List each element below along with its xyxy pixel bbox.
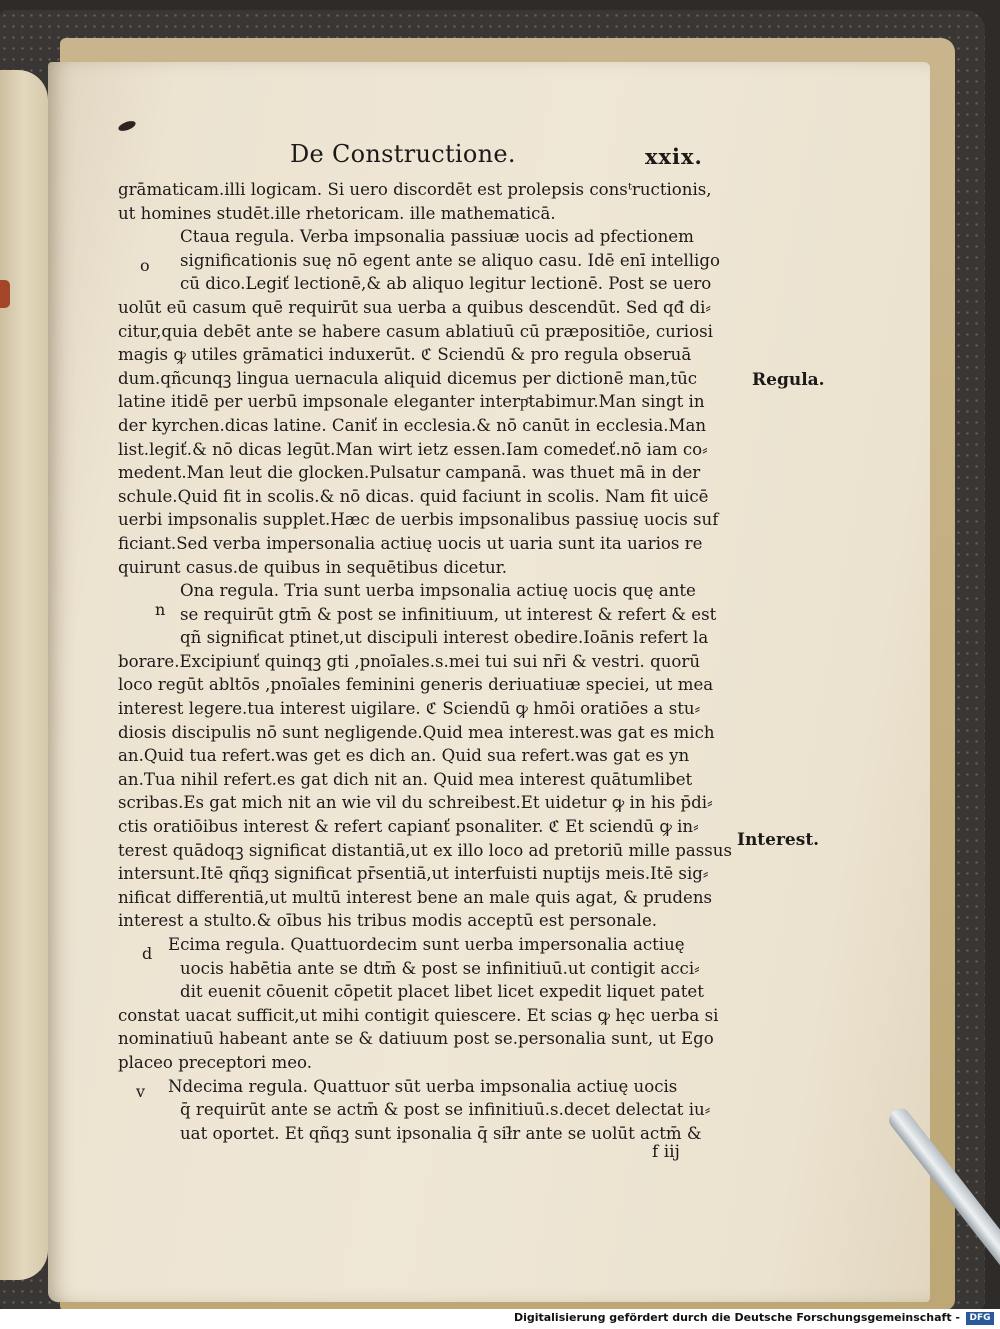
text-line: uolūt eū casum quē requirūt sua uerba a quibus descendūt. Sed qđ di⸗ <box>118 297 711 317</box>
text-line: dit euenit cōuenit cōpetit placet libet licet expedit liquet patet <box>180 982 704 1002</box>
text-line: uerbi impsonalis supplet.Hæc de uerbis impsonalibus passiuę uocis suf <box>118 510 719 530</box>
text-line: grāmaticam.illi logicam. Si uero discordēt est prolepsis consᵗructionis, <box>118 180 712 199</box>
text-line: placeo preceptori meo. <box>118 1052 313 1072</box>
text-line: se requirūt gtm̄ & post se infinitiuum, ut interest & refert & est <box>180 604 717 624</box>
text-line: significationis suę nō egent ante se aliquo casu. Idē enī intelligo <box>180 250 720 270</box>
text-line: nominatiuū habeant ante se & datiuum post se.personalia sunt, ut Ego <box>118 1029 714 1049</box>
text-line: constat uacat sufficit,ut mihi contigit quiescere. Et scias ꝙ hęc uerba si <box>118 1005 719 1025</box>
text-line: latine itidē per uerbū impsonale eleganter interpͨtabimur.Man singt in <box>118 392 705 412</box>
text-line: ficiant.Sed verba impersonalia actiuę uocis ut uaria sunt ita uarios re <box>118 533 703 553</box>
guide-letter-d: d <box>142 944 153 963</box>
signature-mark: f iij <box>652 1142 680 1162</box>
facing-page-bookmark <box>0 280 10 308</box>
guide-letter-o: o <box>140 256 150 275</box>
body-text <box>118 178 746 1145</box>
funding-credit: Digitalisierung gefördert durch die Deutsche Forschungsgemeinschaft - <box>513 1311 960 1324</box>
text-line: uocis habētia ante se dtm̄ & post se infinitiuū.ut contigit acci⸗ <box>180 958 700 978</box>
text-line: medent.Man leut die glocken.Pulsatur campanā. was thuet mā in der <box>118 463 701 483</box>
footer-bar <box>0 1309 1000 1329</box>
text-line: ut homines studēt.ille rhetoricam. ille mathematicā. <box>118 203 556 223</box>
text-line: citur,quia debēt ante se habere casum ablatiuū cū præpositiōe, curiosi <box>118 321 713 341</box>
text-line: borare.Excipiunť quinqꝫ gti ,pnoīales.s.mei tui sui nr̄i & vestri. quorū <box>118 651 701 671</box>
running-title: De Constructione. <box>290 140 516 168</box>
facing-page-edge <box>0 70 48 1280</box>
text-line: cū dico.Legiť lectionē,& ab aliquo legitur lectionē. Post se uero <box>180 274 712 294</box>
text-line: Ecima regula. Quattuordecim sunt uerba impersonalia actiuę <box>168 935 685 954</box>
text-line: terest quādoqꝫ significat distantiā,ut ex illo loco ad pretoriū mille passus <box>118 840 733 860</box>
text-line: Ona regula. Tria sunt uerba impsonalia actiuę uocis quę ante <box>180 581 696 601</box>
margin-note-interest: Interest. <box>737 830 820 850</box>
guide-letter-n: n <box>155 600 166 619</box>
text-line: Ndecima regula. Quattuor sūt uerba impsonalia actiuę uocis <box>168 1076 678 1096</box>
guide-letter-v: v <box>136 1082 146 1101</box>
text-line: an.Quid tua refert.was get es dich an. Quid sua refert.was gat es yn <box>118 746 690 766</box>
text-line: an.Tua nihil refert.es gat dich nit an. Quid mea interest quātumlibet <box>118 769 693 789</box>
text-line: interest a stulto.& oībus his tribus modis acceptū est personale. <box>118 911 658 931</box>
text-line: ctis oratiōibus interest & refert capianť psonaliter. ℭ Et sciendū ꝙ in⸗ <box>118 817 699 837</box>
text-line: der kyrchen.dicas latine. Caniť in ecclesia.& nō canūt in ecclesia.Man <box>118 415 707 435</box>
margin-note-regula: Regula. <box>752 370 825 390</box>
text-line: interest legere.tua interest uigilare. ℭ Sciendū ꝙ hmōi oratiōes a stu⸗ <box>118 699 701 719</box>
folio-number: xxix. <box>645 144 703 169</box>
page-header <box>290 140 730 180</box>
text-line: diosis discipulis nō sunt negligende.Quid mea interest.was gat es mich <box>118 722 715 742</box>
text-line: list.legiť.& nō dicas legūt.Man wirt ietz essen.Iam comedeť.nō iam co⸗ <box>118 439 708 459</box>
text-line: intersunt.Itē qñqꝫ significat pr̄sentiā,ut interfuisti nuptijs meis.Itē sig⸗ <box>118 864 709 884</box>
text-line: scribas.Es gat mich nit an wie vil du schreibest.Et uidetur ꝙ in his p̄di⸗ <box>118 793 713 813</box>
text-line: dum.qñcunqꝫ lingua uernacula aliquid dicemus per dictionē man,tūc <box>118 368 698 388</box>
dfg-logo: DFG <box>966 1312 994 1325</box>
text-line: loco regūt abltōs ,pnoīales feminini generis deriuatiuæ speciei, ut mea <box>118 675 714 695</box>
text-line: nificat differentiā,ut multū interest bene an male quis agat, & prudens <box>118 887 713 907</box>
text-line: Ctaua regula. Verba impsonalia passiuæ uocis ad pfectionem <box>180 227 694 247</box>
text-line: qñ significat ptinet,ut discipuli interest obedire.Ioānis refert la <box>180 628 709 648</box>
text-line: quirunt casus.de quibus in sequētibus dicetur. <box>118 557 508 577</box>
text-line: schule.Quid fit in scolis.& nō dicas. quid faciunt in scolis. Nam fit uicē <box>118 486 709 506</box>
text-line: magis ꝙ utiles grāmatici induxerūt. ℭ Sciendū & pro regula obseruā <box>118 345 692 365</box>
text-line: uat oportet. Et qñqꝫ sunt ipsonalia q̄ sił̄r ante se uolūt actm̄ & <box>180 1123 702 1143</box>
text-line: q̄ requirūt ante se actm̄ & post se infinitiuū.s.decet delectat iu⸗ <box>180 1100 711 1120</box>
